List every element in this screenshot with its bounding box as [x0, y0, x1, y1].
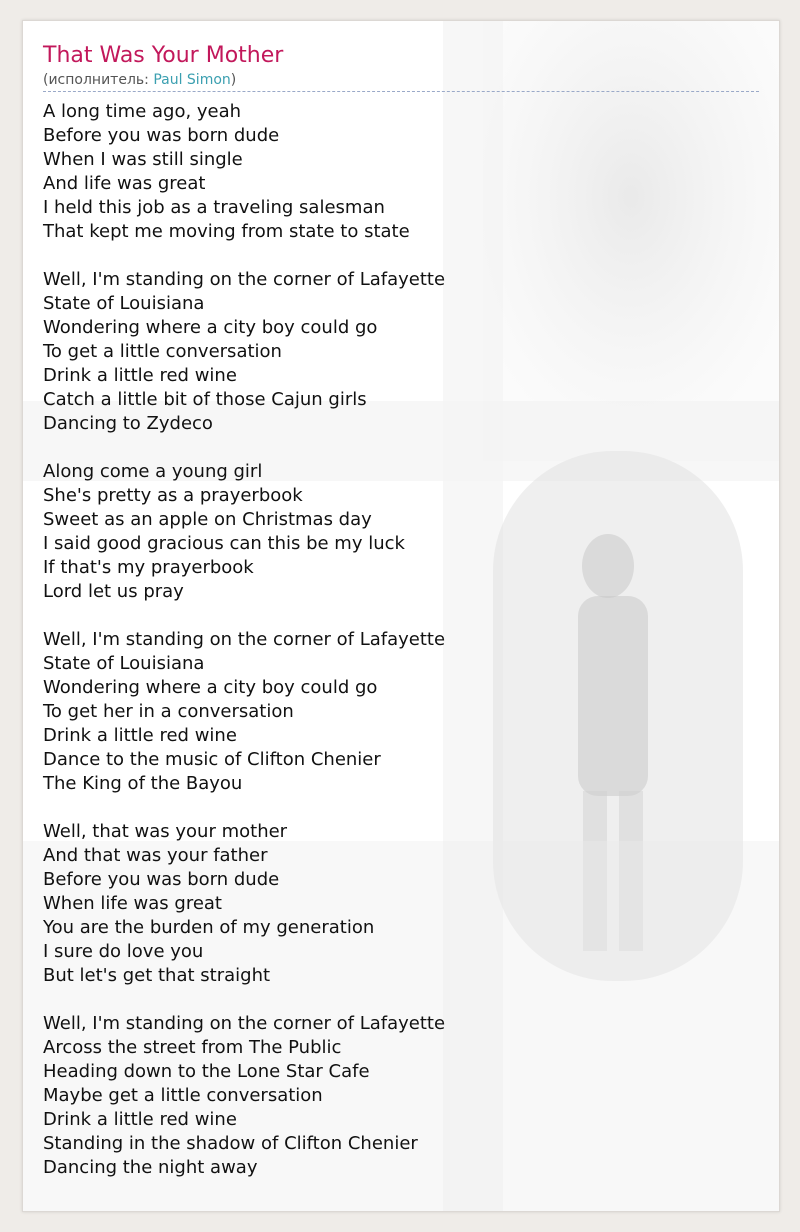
lyric-line: And that was your father — [43, 845, 268, 866]
verse — [43, 100, 759, 244]
lyric-line: Well, I'm standing on the corner of Lafayette — [43, 1013, 446, 1034]
lyric-line: You are the burden of my generation — [43, 917, 375, 938]
lyric-line: State of Louisiana — [43, 653, 205, 674]
lyric-line: But let's get that straight — [43, 965, 271, 986]
lyrics-content — [43, 41, 759, 1204]
lyric-line: Standing in the shadow of Clifton Chenier — [43, 1133, 418, 1154]
lyric-line: Catch a little bit of those Cajun girls — [43, 389, 367, 410]
lyric-line: To get her in a conversation — [43, 701, 294, 722]
lyric-line: Dance to the music of Clifton Chenier — [43, 749, 381, 770]
lyric-line: I said good gracious can this be my luck — [43, 533, 405, 554]
lyric-line: Dancing the night away — [43, 1157, 258, 1178]
artist-line — [43, 71, 759, 89]
lyrics-card — [22, 20, 780, 1212]
lyric-line: When I was still single — [43, 149, 243, 170]
lyric-line: State of Louisiana — [43, 293, 205, 314]
title-divider — [43, 91, 759, 92]
artist-link[interactable]: Paul Simon — [153, 72, 231, 88]
lyric-line: Wondering where a city boy could go — [43, 317, 378, 338]
lyric-line: Well, I'm standing on the corner of Lafayette — [43, 629, 446, 650]
lyric-line: Before you was born dude — [43, 125, 280, 146]
lyric-line: Arcoss the street from The Public — [43, 1037, 342, 1058]
verse — [43, 628, 759, 796]
lyric-line: When life was great — [43, 893, 222, 914]
lyrics-body — [43, 100, 759, 1180]
lyric-line: The King of the Bayou — [43, 773, 243, 794]
lyric-line: To get a little conversation — [43, 341, 282, 362]
lyric-line: That kept me moving from state to state — [43, 221, 410, 242]
lyric-line: And life was great — [43, 173, 206, 194]
lyric-line: Well, I'm standing on the corner of Lafayette — [43, 269, 446, 290]
lyric-line: Dancing to Zydeco — [43, 413, 213, 434]
artist-prefix: (исполнитель: — [43, 72, 154, 88]
lyric-line: Drink a little red wine — [43, 365, 237, 386]
verse — [43, 268, 759, 436]
lyric-line: Wondering where a city boy could go — [43, 677, 378, 698]
verse — [43, 460, 759, 604]
artist-suffix: ) — [230, 72, 237, 88]
lyric-line: Sweet as an apple on Christmas day — [43, 509, 372, 530]
verse — [43, 1012, 759, 1180]
lyric-line: She's pretty as a prayerbook — [43, 485, 303, 506]
lyric-line: A long time ago, yeah — [43, 101, 242, 122]
lyric-line: Along come a young girl — [43, 461, 263, 482]
lyric-line: I sure do love you — [43, 941, 204, 962]
lyric-line: If that's my prayerbook — [43, 557, 254, 578]
lyric-line: I held this job as a traveling salesman — [43, 197, 385, 218]
verse — [43, 820, 759, 988]
song-title: That Was Your Mother — [43, 43, 284, 68]
lyric-line: Heading down to the Lone Star Cafe — [43, 1061, 370, 1082]
lyric-line: Drink a little red wine — [43, 725, 237, 746]
lyric-line: Drink a little red wine — [43, 1109, 237, 1130]
lyric-line: Before you was born dude — [43, 869, 280, 890]
lyric-line: Lord let us pray — [43, 581, 184, 602]
lyric-line: Maybe get a little conversation — [43, 1085, 323, 1106]
lyric-line: Well, that was your mother — [43, 821, 288, 842]
